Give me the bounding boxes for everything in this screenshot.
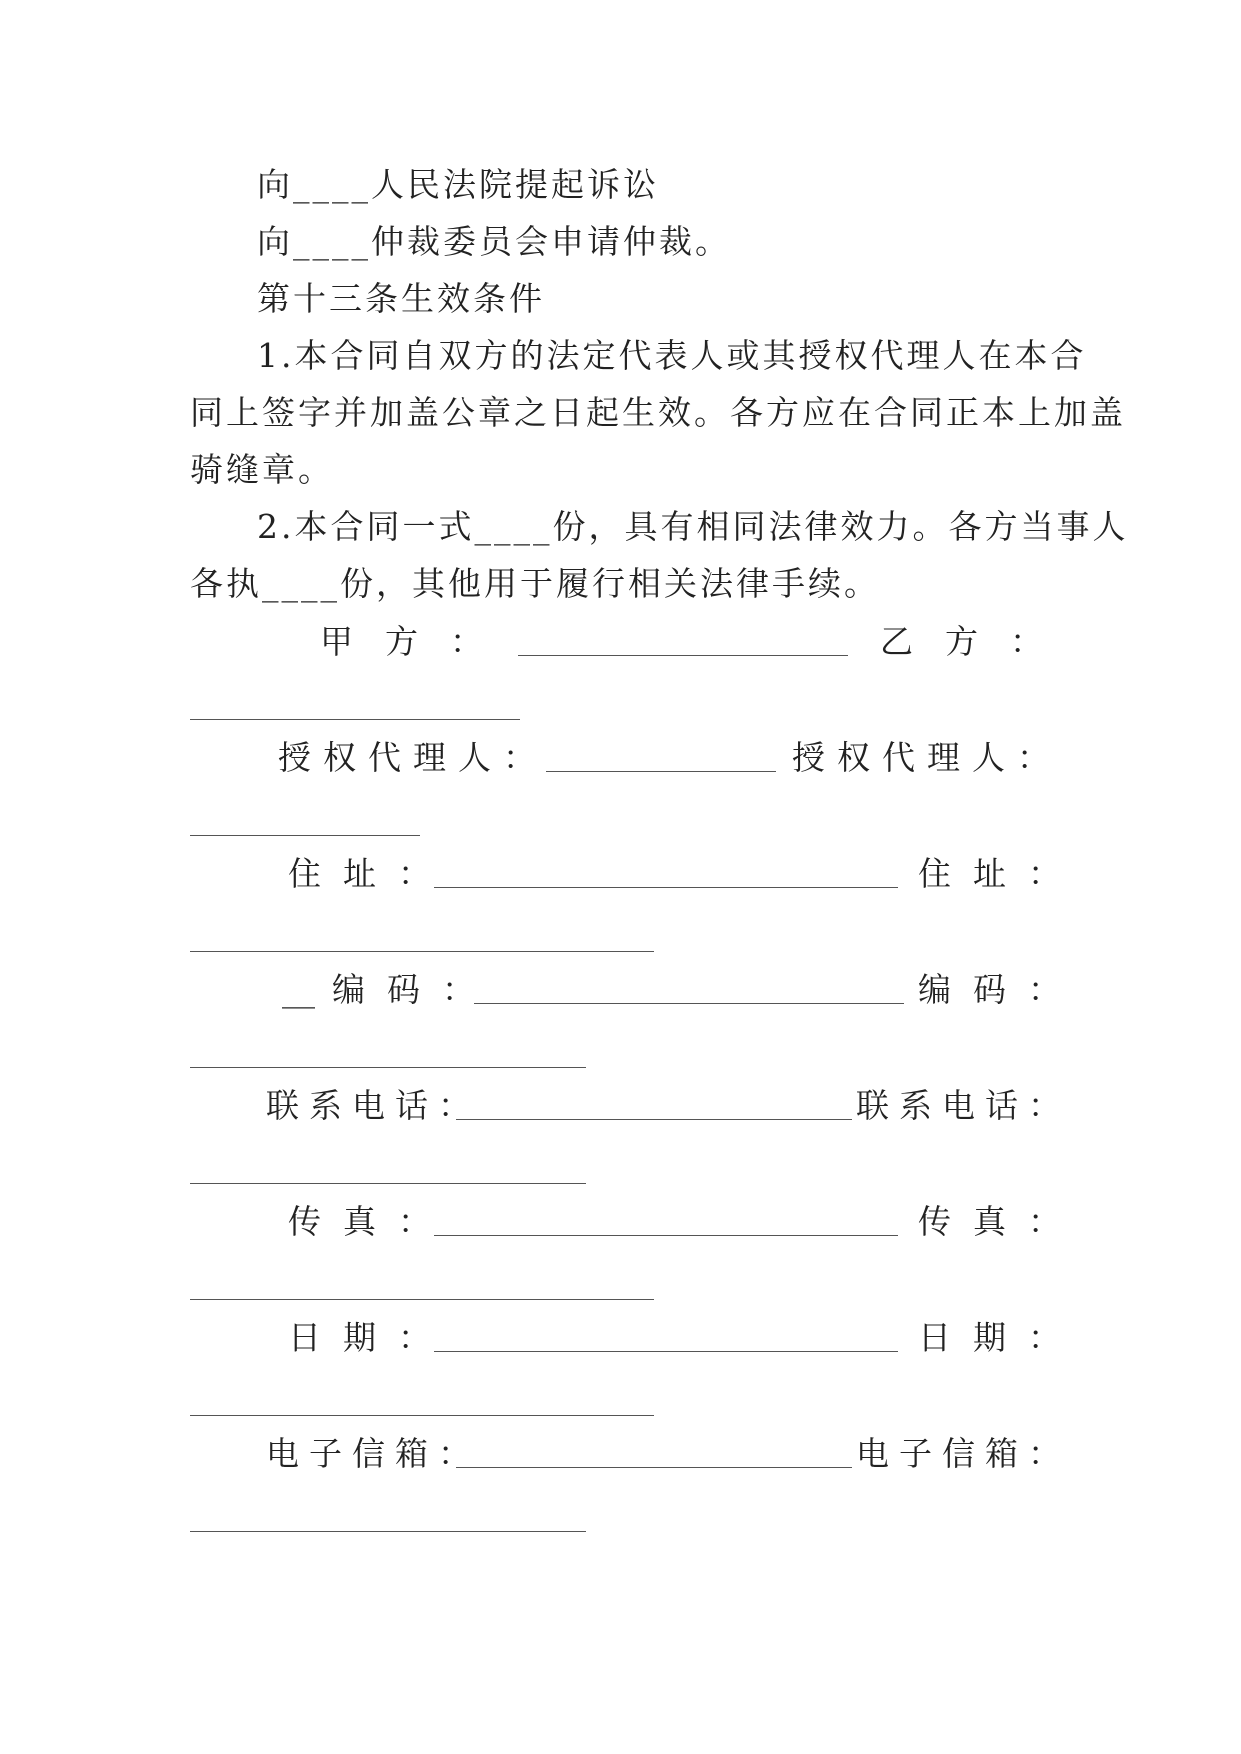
text-line: 向____人民法院提起诉讼	[257, 165, 659, 204]
phone-b-label: 联系电话：	[856, 1086, 1071, 1125]
text-line: 向____仲裁委员会申请仲裁。	[257, 222, 731, 261]
phone-a-line	[456, 1118, 852, 1120]
party-a-line	[518, 654, 848, 656]
phone-a-label: 联系电话：	[266, 1086, 481, 1125]
fax-b-line	[190, 1298, 654, 1300]
date-a-label: 日期：	[288, 1318, 453, 1357]
address-b-label: 住址：	[918, 854, 1083, 893]
party-b-label: 乙方：	[880, 622, 1075, 661]
postcode-a-label: 编码：	[332, 970, 497, 1009]
agent-b-label: 授权代理人：	[792, 738, 1062, 777]
agent-a-line	[546, 770, 776, 772]
text-line: 1.本合同自双方的法定代表人或其授权代理人在本合	[257, 336, 1087, 375]
postcode-b-line	[190, 1066, 586, 1068]
address-a-line	[434, 886, 898, 888]
party-a-label: 甲方：	[320, 622, 515, 661]
agent-b-line	[190, 834, 420, 836]
postcode-b-label: 编码：	[918, 970, 1083, 1009]
phone-b-line	[190, 1182, 586, 1184]
fax-a-label: 传真：	[288, 1202, 453, 1241]
email-b-line	[190, 1530, 586, 1532]
text-line: 2.本合同一式____份，具有相同法律效力。各方当事人	[257, 507, 1129, 546]
email-b-label: 电子信箱：	[856, 1434, 1071, 1473]
text-line: 各执____份，其他用于履行相关法律手续。	[190, 564, 880, 603]
fax-b-label: 传真：	[918, 1202, 1083, 1241]
postcode-a-line	[474, 1002, 904, 1004]
text-line: 同上签字并加盖公章之日起生效。各方应在合同正本上加盖	[190, 393, 1126, 432]
date-a-line	[434, 1350, 898, 1352]
address-a-label: 住址：	[288, 854, 453, 893]
date-b-line	[190, 1414, 654, 1416]
date-b-label: 日期：	[918, 1318, 1083, 1357]
email-a-label: 电子信箱：	[266, 1434, 481, 1473]
postcode-prefix: __	[282, 970, 315, 1009]
fax-a-line	[434, 1234, 898, 1236]
text-line: 第十三条生效条件	[257, 279, 545, 318]
agent-a-label: 授权代理人：	[278, 738, 548, 777]
address-b-line	[190, 950, 654, 952]
email-a-line	[456, 1466, 852, 1468]
party-b-line	[190, 718, 520, 720]
text-line: 骑缝章。	[190, 450, 334, 489]
